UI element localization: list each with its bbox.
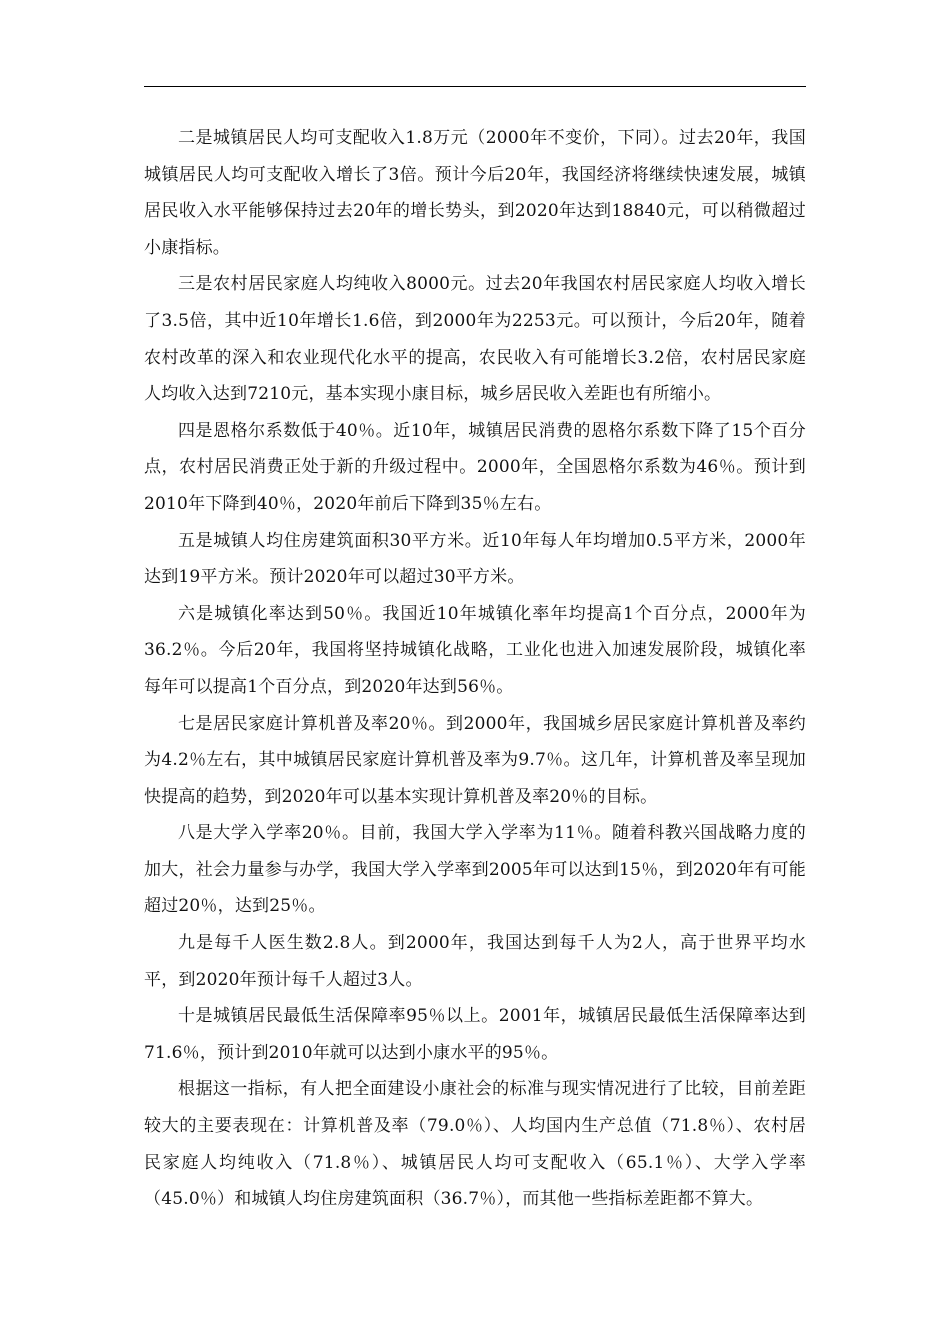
paragraph-engel-coefficient: 四是恩格尔系数低于40％。近10年，城镇居民消费的恩格尔系数下降了15个百分点，农村居民消费正处于新的升级过程中。2000年，全国恩格尔系数为46％。预计到2010年下降到40％，2020年前后下降到35％左右。 bbox=[144, 420, 806, 514]
paragraph-rural-income: 三是农村居民家庭人均纯收入8000元。过去20年我国农村居民家庭人均收入增长了3.5倍，其中近10年增长1.6倍，到2000年为2253元。可以预计，今后20年，随着农村改革的深入和农业现代化水平的提高，农民收入有可能增长3.2倍，农村居民家庭人均收入达到7210元，基本实现小康目标，城乡居民收入差距也有所缩小。 bbox=[144, 274, 806, 405]
paragraph-minimum-living-security: 十是城镇居民最低生活保障率95％以上。2001年，城镇居民最低生活保障率达到71.6％，预计到2010年就可以达到小康水平的95％。 bbox=[144, 1006, 806, 1063]
header-rule bbox=[144, 86, 806, 87]
paragraph-computer-penetration: 七是居民家庭计算机普及率20％。到2000年，我国城乡居民家庭计算机普及率约为4.2％左右，其中城镇居民家庭计算机普及率为9.7％。这几年，计算机普及率呈现加快提高的趋势，到2020年可以基本实现计算机普及率20％的目标。 bbox=[144, 713, 806, 807]
paragraph-university-enrollment: 八是大学入学率20％。目前，我国大学入学率为11％。随着科教兴国战略力度的加大，社会力量参与办学，我国大学入学率到2005年可以达到15％，到2020年有可能超过20％，达到25％。 bbox=[144, 823, 806, 917]
paragraph-housing-area: 五是城镇人均住房建筑面积30平方米。近10年每人年均增加0.5平方米，2000年达到19平方米。预计2020年可以超过30平方米。 bbox=[144, 530, 806, 588]
paragraph-gap-comparison: 根据这一指标，有人把全面建设小康社会的标准与现实情况进行了比较，目前差距较大的主要表现在：计算机普及率（79.0％）、人均国内生产总值（71.8％）、农村居民家庭人均纯收入（71.8％）、城镇居民人均可支配收入（65.1％）、大学入学率（45.0％）和城镇人均住房建筑面积（36.7％），而其他一些指标差距都不算大。 bbox=[144, 1079, 806, 1210]
paragraph-doctors-per-thousand: 九是每千人医生数2.8人。到2000年，我国达到每千人为2人，高于世界平均水平，到2020年预计每千人超过3人。 bbox=[144, 933, 806, 990]
document-body bbox=[144, 120, 806, 1218]
paragraph-urban-income: 二是城镇居民人均可支配收入1.8万元（2000年不变价，下同）。过去20年，我国城镇居民人均可支配收入增长了3倍。预计今后20年，我国经济将继续快速发展，城镇居民收入水平能够保持过去20年的增长势头，到2020年达到18840元，可以稍微超过小康指标。 bbox=[144, 128, 806, 258]
paragraph-urbanization: 六是城镇化率达到50％。我国近10年城镇化率年均提高1个百分点，2000年为36.2％。今后20年，我国将坚持城镇化战略，工业化也进入加速发展阶段，城镇化率每年可以提高1个百分点，到2020年达到56％。 bbox=[144, 603, 806, 697]
